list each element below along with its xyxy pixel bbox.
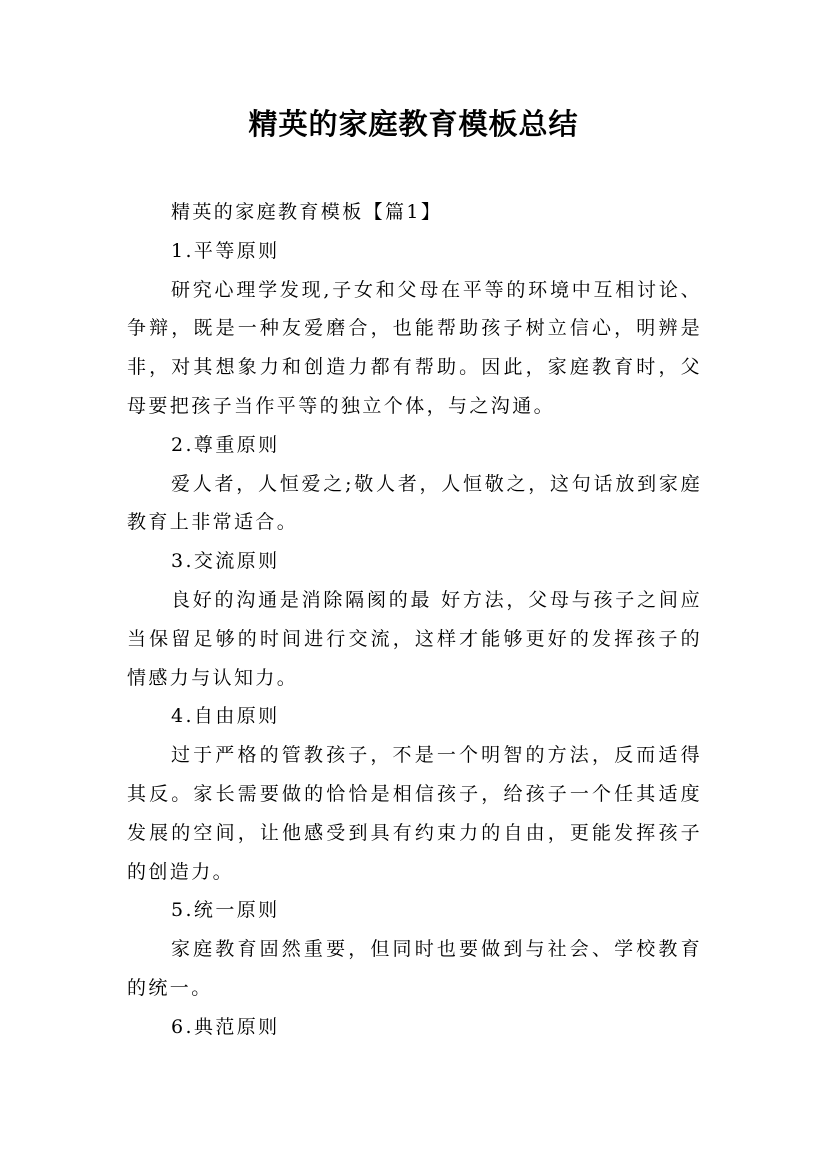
principle-heading: 1.平等原则 xyxy=(171,239,280,262)
paragraph: 研究心理学发现,子女和父母在平等的环境中互相讨论、争辩，既是一种友爱磨合，也能帮助孩子树立信心，明辨是非，对其想象力和创造力都有帮助。因此，家庭教育时，父母要把孩子当作平等的独立个体，与之沟通。 xyxy=(127,278,702,417)
principle-heading: 2.尊重原则 xyxy=(171,433,280,456)
document-body xyxy=(127,193,702,1047)
principle-heading: 4.自由原则 xyxy=(171,705,280,728)
document-title: 精英的家庭教育模板总结 xyxy=(248,107,579,141)
section-heading: 精英的家庭教育模板【篇1】 xyxy=(171,201,443,223)
principle-heading: 5.统一原则 xyxy=(171,899,280,922)
paragraph: 过于严格的管教孩子，不是一个明智的方法，反而适得其反。家长需要做的恰恰是相信孩子，给孩子一个任其适度发展的空间，让他感受到具有约束力的自由，更能发挥孩子的创造力。 xyxy=(127,744,702,883)
paragraph: 良好的沟通是消除隔阂的最 好方法，父母与孩子之间应当保留足够的时间进行交流，这样才能够更好的发挥孩子的情感力与认知力。 xyxy=(127,588,702,689)
paragraph: 爱人者，人恒爱之;敬人者，人恒敬之，这句话放到家庭教育上非常适合。 xyxy=(127,472,702,534)
principle-heading: 3.交流原则 xyxy=(171,550,280,573)
principle-heading: 6.典范原则 xyxy=(171,1015,280,1038)
paragraph: 家庭教育固然重要，但同时也要做到与社会、学校教育的统一。 xyxy=(127,938,702,999)
